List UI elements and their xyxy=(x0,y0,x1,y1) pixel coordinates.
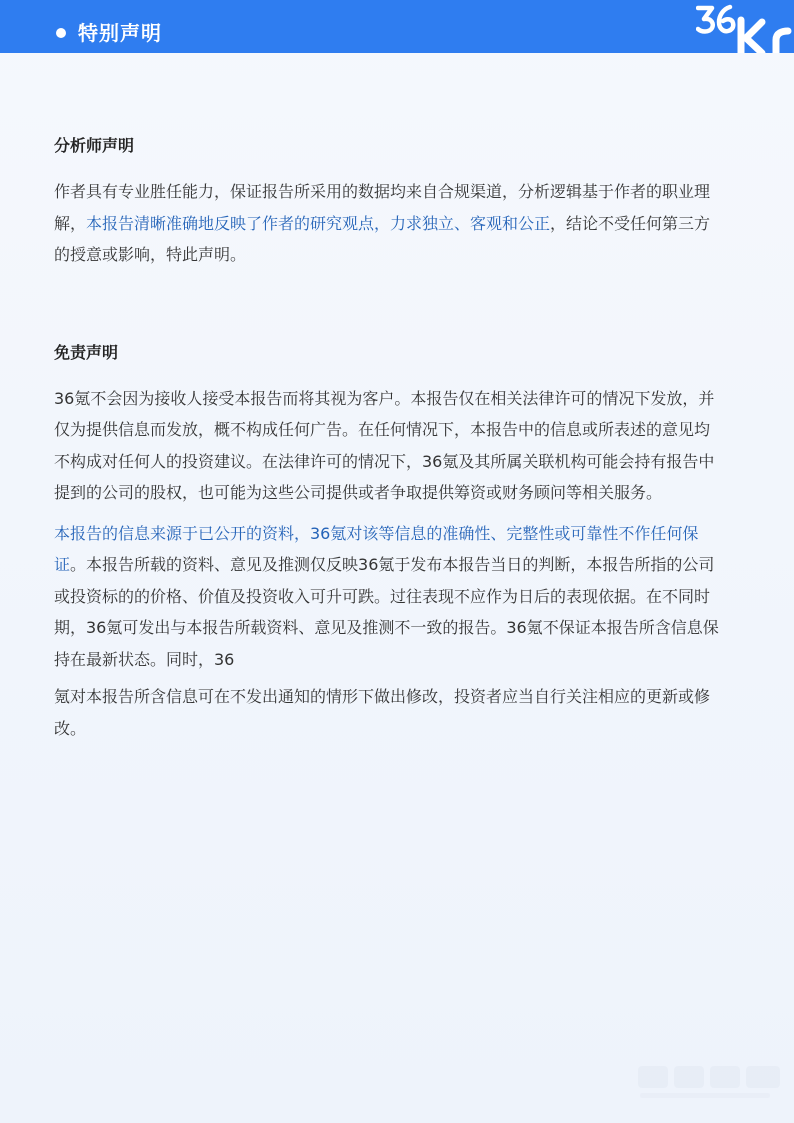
analyst-statement-heading: 分析师声明 xyxy=(54,136,135,155)
watermark-logo xyxy=(634,1058,784,1104)
brand-logo xyxy=(696,0,794,53)
disclaimer-paragraph-2-rest: 。本报告所载的资料、意见及推测仅反映36氪于发布本报告当日的判断，本报告所指的公司或投资标的的价格、价值及投资收入可升可跌。过往表现不应作为日后的表现依据。在不同时期，36氪可发出与本报告所载资料、意见及推测不一致的报告。36氪不保证本报告所含信息保持在最新状态。同时，36 xyxy=(54,555,719,669)
analyst-text-part2: ，结论不受任何第三方的授意或影响，特此声明。 xyxy=(54,213,711,264)
analyst-statement-text xyxy=(54,176,722,271)
disclaimer-paragraph-2-highlight: 本报告的信息来源于已公开的资料，36氪对该等信息的准确性、完整性或可靠性不作任何保证 xyxy=(54,523,699,574)
disclaimer-heading: 免责声明 xyxy=(54,342,119,362)
page-title: 特别声明 xyxy=(78,21,162,45)
analyst-text-highlight: 本报告清晰准确地反映了作者的研究观点，力求独立、客观和公正 xyxy=(86,213,551,233)
header-bar xyxy=(0,0,794,53)
bullet-dot-icon xyxy=(56,28,66,38)
disclaimer-paragraph-3: 氪对本报告所含信息可在不发出通知的情形下做出修改，投资者应当自行关注相应的更新或修改。 xyxy=(54,687,711,738)
disclaimer-paragraph-2 xyxy=(54,518,722,676)
content xyxy=(54,131,722,744)
disclaimer-paragraph-1: 36氪不会因为接收人接受本报告而将其视为客户。本报告仅在相关法律许可的情况下发放，并仅为提供信息而发放，概不构成任何广告。在任何情况下，本报告中的信息或所表述的意见均不构成对任何人的投资建议。在法律许可的情况下，36氪及其所属关联机构可能会持有报告中提到的公司的股权，也可能为这些公司提供或者争取提供筹资或财务顾问等相关服务。 xyxy=(54,388,715,502)
analyst-text-part1: 作者具有专业胜任能力，保证报告所采用的数据均来自合规渠道，分析逻辑基于作者的职业理解， xyxy=(54,182,711,233)
